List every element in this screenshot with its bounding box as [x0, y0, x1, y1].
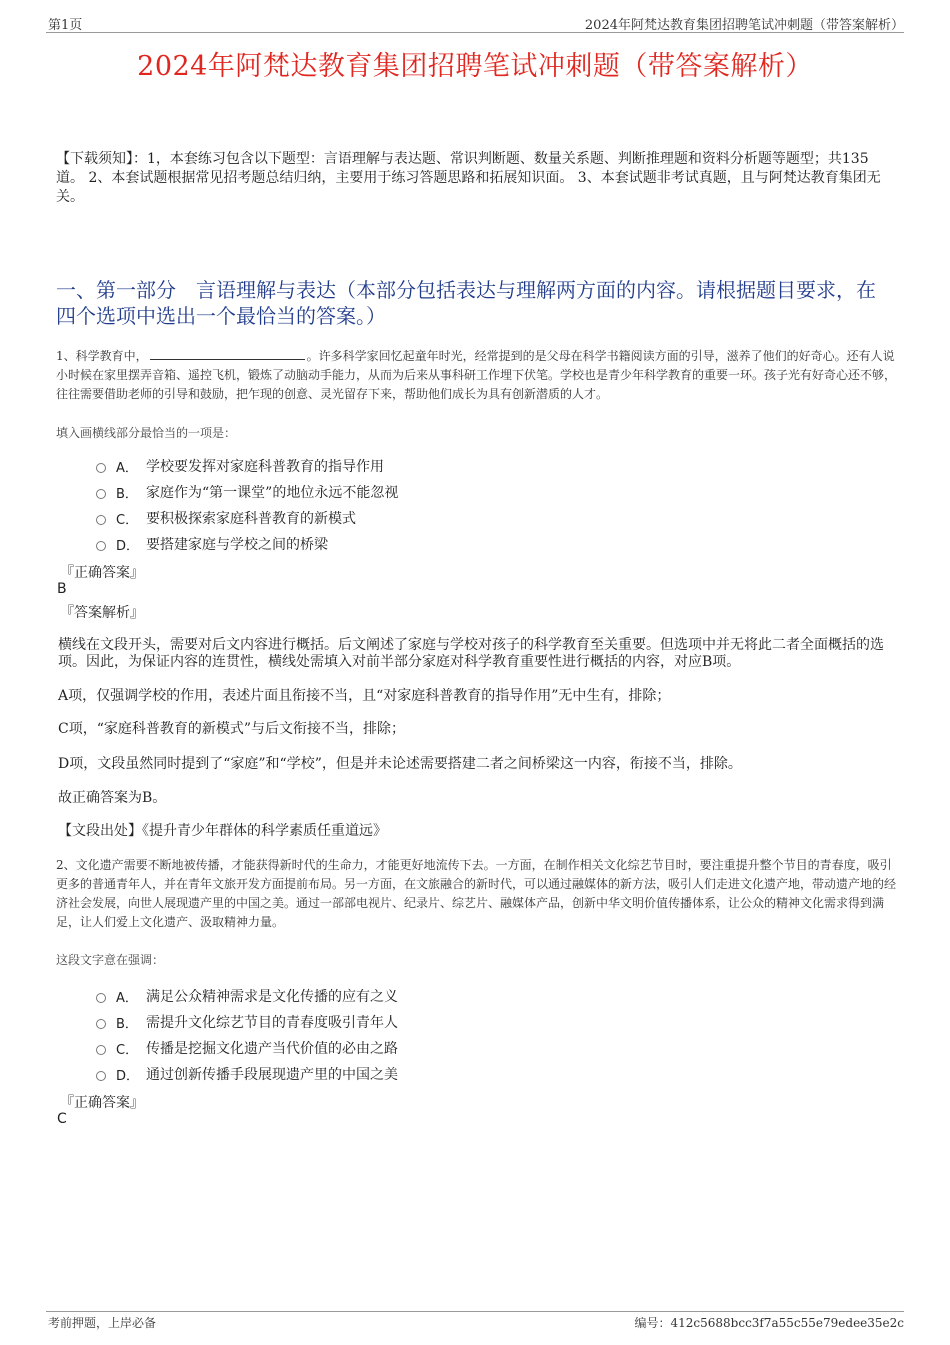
q2-option-a[interactable]	[96, 986, 398, 1006]
document-id: 编号：412c5688bcc3f7a55c55e79edee35e2c	[634, 1316, 904, 1330]
option-text: 满足公众精神需求是文化传播的应有之义	[146, 989, 398, 1005]
document-title: 2024年阿梵达教育集团招聘笔试冲刺题（带答案解析）	[137, 51, 813, 82]
question-1-text	[56, 347, 896, 404]
q2-option-d[interactable]	[96, 1064, 398, 1084]
q1-option-d[interactable]	[96, 534, 328, 554]
page-number: 第1页	[48, 18, 83, 33]
radio-icon[interactable]	[96, 1071, 106, 1081]
analysis-paragraph: C项，“家庭科普教育的新模式”与后文衔接不当，排除；	[58, 721, 406, 737]
question-2-prompt: 这段文字意在强调：	[56, 953, 165, 967]
option-letter: C．	[116, 1042, 139, 1058]
q1-option-b[interactable]	[96, 482, 398, 502]
header-divider	[46, 32, 904, 33]
answer-label: 『正确答案』	[60, 565, 144, 581]
correct-answer: B	[57, 581, 67, 597]
option-letter: A．	[116, 990, 138, 1006]
correct-answer: C	[57, 1111, 67, 1127]
q2-option-b[interactable]	[96, 1012, 398, 1032]
question-1-lead: 1、科学教育中，	[56, 349, 148, 363]
option-letter: A．	[116, 460, 138, 476]
question-1-prompt: 填入画横线部分最恰当的一项是：	[56, 426, 237, 440]
radio-icon[interactable]	[96, 1019, 106, 1029]
radio-icon[interactable]	[96, 993, 106, 1003]
analysis-label: 『答案解析』	[60, 605, 144, 621]
analysis-paragraph: A项，仅强调学校的作用，表述片面且衔接不当，且“对家庭科普教育的指导作用”无中生有，排除；	[58, 688, 671, 704]
running-title: 2024年阿梵达教育集团招聘笔试冲刺题（带答案解析）	[584, 18, 904, 33]
q2-option-c[interactable]	[96, 1038, 398, 1058]
analysis-paragraph: 横线在文段开头，需要对后文内容进行概括。后文阐述了家庭与学校对孩子的科学教育至关重要。但选项中并无将此二者全面概括的选项。因此，为保证内容的连贯性，横线处需填入对前半部分家庭对科学教育重要性进行概括的内容，对应B项。	[58, 637, 884, 670]
footer-slogan: 考前押题，上岸必备	[48, 1316, 157, 1330]
analysis-paragraph: D项，文段虽然同时提到了“家庭”和“学校”，但是并未论述需要搭建二者之间桥梁这一内容，衔接不当，排除。	[58, 756, 742, 772]
option-letter: D．	[116, 1068, 140, 1084]
answer-label: 『正确答案』	[60, 1095, 144, 1111]
option-text: 要搭建家庭与学校之间的桥梁	[146, 537, 328, 553]
option-text: 需提升文化综艺节目的青春度吸引青年人	[146, 1015, 398, 1031]
option-text: 学校要发挥对家庭科普教育的指导作用	[146, 459, 384, 475]
question-2-text: 2、文化遗产需要不断地被传播，才能获得新时代的生命力，才能更好地流传下去。一方面，在制作相关文化综艺节目时，要注重提升整个节目的青春度，吸引更多的普通青年人，并在青年文旅开发方面提前布局。另一方面，在文旅融合的新时代，可以通过融媒体的新方法，吸引人们走进文化遗产地，带动遗产地的经济社会发展，向世人展现遗产里的中国之美。通过一部部电视片、纪录片、综艺片、融媒体产品，创新中华文明价值传播体系，让公众的精神文化需求得到满足，让人们爱上文化遗产、汲取精神力量。	[56, 858, 897, 929]
option-letter: C．	[116, 512, 139, 528]
analysis-conclusion: 故正确答案为B。	[58, 790, 167, 806]
fill-blank	[150, 347, 305, 360]
radio-icon[interactable]	[96, 541, 106, 551]
option-letter: D．	[116, 538, 140, 554]
source-citation: 【文段出处】《提升青少年群体的科学素质任重道远》	[58, 823, 387, 839]
question-1-body: 。许多科学家回忆起童年时光，经常提到的是父母在科学书籍阅读方面的引导，滋养了他们的好奇心。还有人说小时候在家里摆弄音箱、遥控飞机，锻炼了动脑动手能力，从而为后来从事科研工作埋下伏笔。学校也是青少年科学教育的重要一环。孩子光有好奇心还不够，往往需要借助老师的引导和鼓励，把乍现的创意、灵光留存下来，帮助他们成长为具有创新潜质的人才。	[56, 349, 897, 401]
option-text: 要积极探索家庭科普教育的新模式	[146, 511, 356, 527]
download-notice: 【下载须知】：1，本套练习包含以下题型：言语理解与表达题、常识判断题、数量关系题、判断推理题和资料分析题等题型；共135道。 2、本套试题根据常见招考题总结归纳，主要用于练习答题思路和拓展知识面。 3、本套试题非考试真题，且与阿梵达教育集团无关。	[56, 151, 881, 205]
q1-option-c[interactable]	[96, 508, 356, 528]
option-text: 传播是挖掘文化遗产当代价值的必由之路	[146, 1041, 398, 1057]
footer-divider	[46, 1311, 904, 1312]
q1-option-a[interactable]	[96, 456, 384, 476]
radio-icon[interactable]	[96, 463, 106, 473]
option-text: 通过创新传播手段展现遗产里的中国之美	[146, 1067, 398, 1083]
section-heading: 一、第一部分 言语理解与表达（本部分包括表达与理解两方面的内容。请根据题目要求，在四个选项中选出一个最恰当的答案。）	[56, 278, 876, 328]
radio-icon[interactable]	[96, 515, 106, 525]
option-letter: B．	[116, 486, 138, 502]
option-text: 家庭作为“第一课堂”的地位永远不能忽视	[146, 485, 399, 501]
radio-icon[interactable]	[96, 489, 106, 499]
radio-icon[interactable]	[96, 1045, 106, 1055]
option-letter: B．	[116, 1016, 138, 1032]
